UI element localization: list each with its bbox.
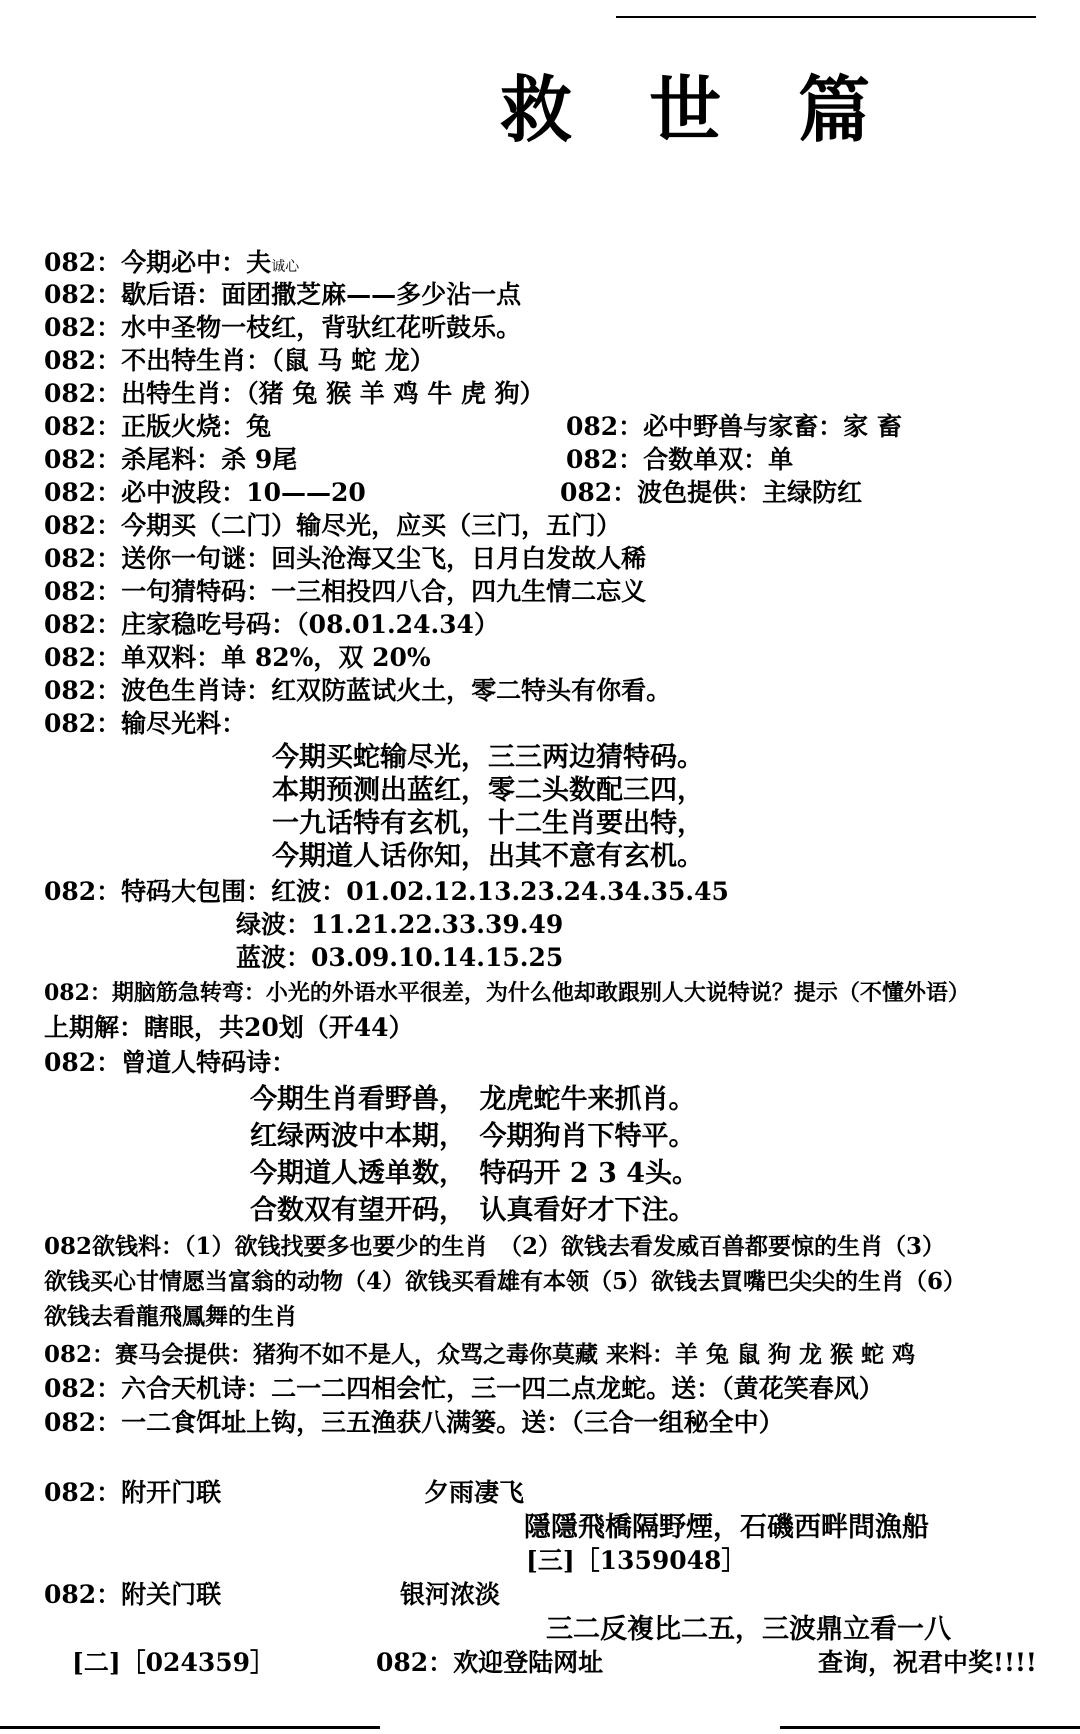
poem1-line: 一九话特有玄机，十二生肖要出特，: [272, 808, 704, 839]
open-couplet-line: 隱隱飛橋隔野煙，石磯西畔問漁船: [524, 1512, 929, 1543]
poem2-line: 合数双有望开码， 认真看好才下注。: [250, 1195, 696, 1226]
poem1-line: 今期买蛇输尽光，三三两边猜特码。: [272, 742, 704, 773]
bottom-rule-left: [0, 1726, 380, 1729]
welcome-text: 082：欢迎登陆网址: [376, 1648, 604, 1677]
poem2-line: 红绿两波中本期， 今期狗肖下特平。: [250, 1121, 696, 1152]
open-couplet-title: 夕雨凄飞: [424, 1478, 525, 1507]
line-fire-burn: 082：正版火烧：兔: [44, 412, 272, 441]
line-jockey-club: 082：赛马会提供：猪狗不如不是人，众骂之毒你莫藏 来料：羊 兔 鼠 狗 龙 猴 蛇 鸡: [44, 1341, 916, 1368]
line-kill-tail: 082：杀尾料：杀 9尾: [44, 445, 298, 474]
line-bait-hook: 082：一二食饵址上钩，三五渔获八满篓。送：（三合一组秘全中）: [44, 1408, 784, 1437]
line-wave-color: 082：波色提供：主绿防红: [560, 478, 863, 507]
line-water-holy: 082：水中圣物一枝红，背驮红花听鼓乐。: [44, 313, 522, 342]
line-no-special-zodiac: 082：不出特生肖：（鼠 马 蛇 龙）: [44, 346, 435, 375]
top-rule: [616, 16, 1036, 18]
line-wave-poem: 082：波色生肖诗：红双防蓝试火土，零二特头有你看。: [44, 676, 672, 705]
line-beast-livestock: 082：必中野兽与家畜：家 畜: [566, 412, 902, 441]
poem2-line: 今期道人透单数， 特码开 2 3 4头。: [250, 1158, 700, 1189]
line-buy-doors: 082：今期买（二门）输尽光，应买（三门，五门）: [44, 511, 622, 540]
bigpack-blue: 蓝波：03.09.10.14.15.25: [236, 943, 564, 972]
close-couplet-label: 082：附关门联: [44, 1580, 222, 1609]
line-lose-all: 082：输尽光料：: [44, 709, 247, 738]
bigpack-green: 绿波：11.21.22.33.39.49: [236, 910, 564, 939]
poem1-line: 今期道人话你知，出其不意有玄机。: [272, 841, 704, 872]
open-couplet-label: 082：附开门联: [44, 1478, 222, 1507]
line-banker-numbers: 082：庄家稳吃号码：（08.01.24.34）: [44, 610, 499, 639]
page-title: 救 世 篇: [500, 67, 897, 152]
poem1-line: 本期预测出蓝红，零二头数配三四，: [272, 775, 704, 806]
line-odd-even: 082：单双料：单 82%，双 20%: [44, 643, 431, 672]
open-couplet-code: [三]［1359048］: [526, 1546, 747, 1575]
close-couplet-code: [二]［024359］: [72, 1648, 276, 1677]
line-money-riddle-3: 欲钱去看龍飛鳳舞的生肖: [44, 1303, 297, 1330]
line-special-zodiac: 082：出特生肖：（猪 兔 猴 羊 鸡 牛 虎 狗）: [44, 379, 545, 408]
line-poem-title: 082：曾道人特码诗：: [44, 1048, 297, 1077]
line-odd-even-sum: 082：合数单双：单: [566, 445, 794, 474]
bigpack-red: 082：特码大包围：红波：01.02.12.13.23.24.34.35.45: [44, 877, 729, 906]
close-couplet-title: 银河浓淡: [400, 1580, 501, 1609]
line-riddle: 082：送你一句谜：回头沧海又尘飞，日月白发故人稀: [44, 544, 647, 573]
bottom-rule-right: [780, 1726, 1080, 1729]
line-heaven-poem: 082：六合天机诗：二一二四相会忙，三一四二点龙蛇。送：（黄花笑春风）: [44, 1374, 884, 1403]
close-couplet-line: 三二反複比二五，三波鼎立看一八: [546, 1614, 951, 1645]
line-money-riddle-1: 082欲钱料：（1）欲钱找要多也要少的生肖 （2）欲钱去看发威百兽都要惊的生肖（3）: [44, 1233, 946, 1260]
line-wave-band: 082：必中波段：10——20: [44, 478, 366, 507]
line-money-riddle-2: 欲钱买心甘情愿当富翁的动物（4）欲钱买看雄有本领（5）欲钱去買嘴巴尖尖的生肖（6）: [44, 1268, 967, 1295]
line-proverb: 082：歇后语：面团撒芝麻——多少沾一点: [44, 280, 522, 309]
poem2-line: 今期生肖看野兽， 龙虎蛇牛来抓肖。: [250, 1084, 696, 1115]
line-brain-teaser: 082：期脑筋急转弯：小光的外语水平很差，为什么他却敢跟别人大说特说？提示（不懂外语）: [44, 980, 970, 1006]
line-guess-code: 082：一句猜特码：一三相投四八合，四九生情二忘义: [44, 577, 647, 606]
line-last-answer: 上期解：瞎眼，共20划（开44）: [44, 1013, 414, 1042]
sincere-note: 诚心: [271, 259, 300, 275]
query-text: 查询，祝君中奖!!!!: [818, 1648, 1037, 1677]
line-must-win: 082：今期必中：夫诚心: [44, 248, 300, 277]
